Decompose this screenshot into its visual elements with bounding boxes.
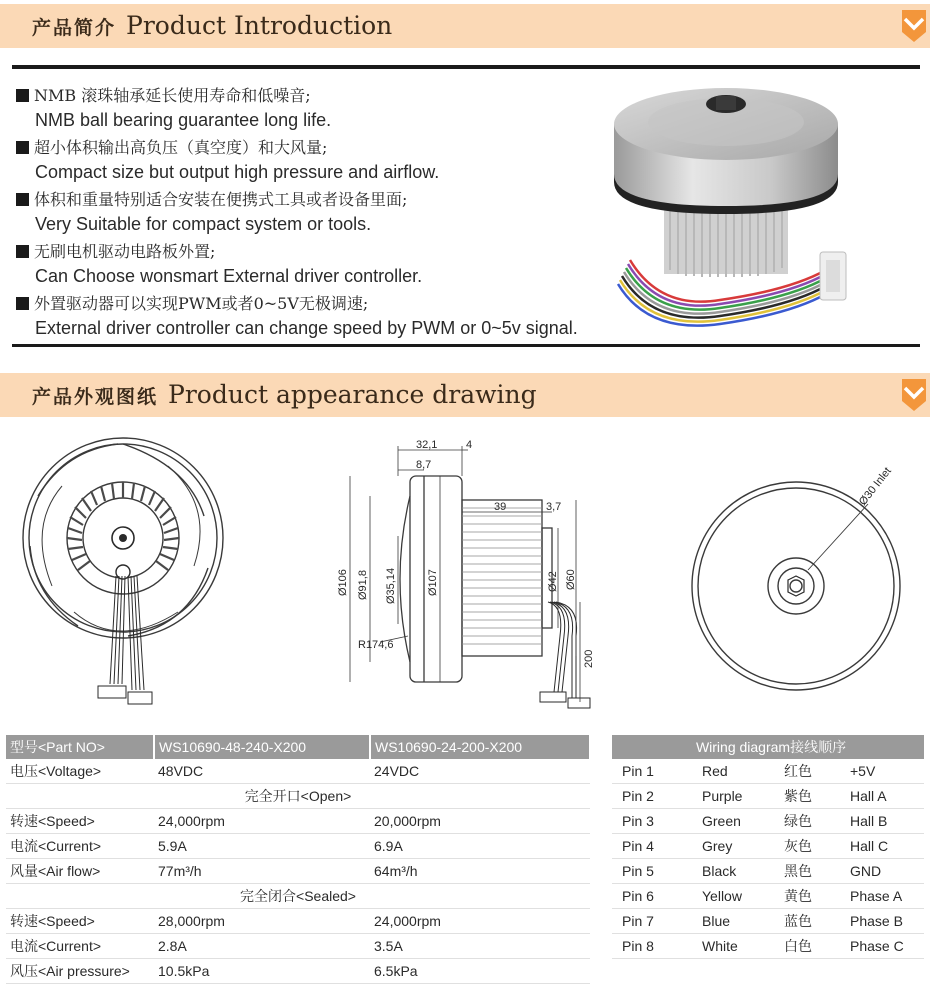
table-cell: 10.5kPa [154, 959, 370, 984]
feature-item [16, 136, 636, 185]
table-cell: 风压<Air pressure> [6, 959, 154, 984]
inlet-label: Ø30 Inlet [856, 465, 894, 508]
signal-cell: Phase A [840, 884, 924, 909]
feature-item [16, 240, 636, 289]
pin-cell: Pin 8 [612, 934, 692, 959]
color-cn-cell: 绿色 [774, 809, 840, 834]
dim-label: Ø35,14 [385, 567, 397, 604]
table-header-cell: Wiring diagram接线顺序 [612, 735, 924, 759]
table-row [612, 834, 924, 859]
dim-label: 32,1 [416, 439, 438, 451]
section-title-cn: 产品简介 [32, 17, 117, 39]
dim-label: Ø106 [337, 569, 349, 596]
color-en-cell: Blue [692, 909, 774, 934]
table-cell: 6.5kPa [370, 959, 590, 984]
table-cell: 20,000rpm [370, 809, 590, 834]
table-cell: 2.8A [154, 934, 370, 959]
table-section-label: 完全闭合<Sealed> [6, 884, 590, 909]
table-row [6, 884, 590, 909]
table-cell: 24VDC [370, 759, 590, 784]
color-cn-cell: 黑色 [774, 859, 840, 884]
feature-en: NMB ball bearing guarantee long life. [35, 110, 332, 130]
section-title [32, 11, 392, 40]
table-header-cell: WS10690-48-240-X200 [154, 735, 370, 759]
feature-cn: 外置驱动器可以实现PWM或者0~5V无极调速; [34, 294, 369, 313]
square-bullet-icon [16, 193, 29, 206]
color-cn-cell: 灰色 [774, 834, 840, 859]
dim-label: 39 [494, 501, 507, 513]
pin-cell: Pin 6 [612, 884, 692, 909]
section-title-cn: 产品外观图纸 [32, 386, 159, 408]
color-en-cell: Red [692, 759, 774, 784]
dim-label: 200 [583, 649, 595, 668]
feature-en: Compact size but output high pressure and airflow. [35, 162, 440, 182]
table-row [612, 759, 924, 784]
table-cell: 24,000rpm [154, 809, 370, 834]
dim-label: 4 [466, 439, 473, 451]
section-title-en: Product Introduction [126, 11, 393, 40]
table-row [612, 909, 924, 934]
section-title-en: Product appearance drawing [168, 380, 537, 409]
color-en-cell: Yellow [692, 884, 774, 909]
color-en-cell: Purple [692, 784, 774, 809]
feature-cn: NMB 滚珠轴承延长使用寿命和低噪音; [34, 86, 311, 105]
color-en-cell: Black [692, 859, 774, 884]
feature-item [16, 188, 636, 237]
pin-cell: Pin 1 [612, 759, 692, 784]
feature-en: Can Choose wonsmart External driver controller. [35, 266, 423, 286]
table-row [6, 934, 590, 959]
feature-list [16, 84, 636, 344]
feature-en: Very Suitable for compact system or tools. [35, 214, 372, 234]
chevron-down-icon [902, 379, 926, 411]
section-header-drawing [0, 373, 930, 417]
color-cn-cell: 白色 [774, 934, 840, 959]
pin-cell: Pin 4 [612, 834, 692, 859]
square-bullet-icon [16, 89, 29, 102]
table-header-cell: WS10690-24-200-X200 [370, 735, 590, 759]
product-photo [600, 70, 900, 350]
table-row [6, 859, 590, 884]
feature-item [16, 84, 636, 133]
spec-table [6, 735, 591, 984]
dim-label: 3,7 [546, 501, 562, 513]
signal-cell: +5V [840, 759, 924, 784]
section-header-introduction [0, 4, 930, 48]
table-cell: 电流<Current> [6, 934, 154, 959]
color-cn-cell: 黄色 [774, 884, 840, 909]
table-row [6, 834, 590, 859]
table-cell: 24,000rpm [370, 909, 590, 934]
feature-en: External driver controller can change speed by PWM or 0~5v signal. [35, 318, 578, 338]
pin-cell: Pin 7 [612, 909, 692, 934]
dim-label: Ø107 [427, 569, 439, 596]
feature-cn: 超小体积输出高负压（真空度）和大风量; [34, 138, 328, 157]
chevron-down-icon [902, 10, 926, 42]
signal-cell: Hall B [840, 809, 924, 834]
table-row [612, 884, 924, 909]
table-cell: 77m³/h [154, 859, 370, 884]
side-view-drawing [320, 436, 610, 718]
color-en-cell: Grey [692, 834, 774, 859]
feature-item [16, 292, 636, 341]
table-row [6, 759, 590, 784]
table-header-cell: 型号<Part NO> [6, 735, 154, 759]
square-bullet-icon [16, 297, 29, 310]
table-section-label: 完全开口<Open> [6, 784, 590, 809]
signal-cell: GND [840, 859, 924, 884]
table-cell: 64m³/h [370, 859, 590, 884]
front-view-drawing [18, 436, 228, 718]
dim-label: Ø42 [547, 571, 559, 592]
table-row [612, 934, 924, 959]
table-row [612, 735, 924, 759]
table-row [6, 909, 590, 934]
table-cell: 48VDC [154, 759, 370, 784]
feature-cn: 无刷电机驱动电路板外置; [34, 242, 216, 261]
table-row [612, 859, 924, 884]
pin-cell: Pin 5 [612, 859, 692, 884]
table-cell: 电压<Voltage> [6, 759, 154, 784]
square-bullet-icon [16, 141, 29, 154]
table-cell: 5.9A [154, 834, 370, 859]
inlet-view-drawing [690, 440, 910, 700]
wiring-table [612, 735, 924, 959]
table-row [6, 784, 590, 809]
feature-cn: 体积和重量特别适合安装在便携式工具或者设备里面; [34, 190, 408, 209]
pin-cell: Pin 2 [612, 784, 692, 809]
table-row [6, 735, 590, 759]
table-cell: 28,000rpm [154, 909, 370, 934]
table-cell: 6.9A [370, 834, 590, 859]
color-en-cell: Green [692, 809, 774, 834]
table-cell: 风量<Air flow> [6, 859, 154, 884]
square-bullet-icon [16, 245, 29, 258]
color-cn-cell: 红色 [774, 759, 840, 784]
table-cell: 转速<Speed> [6, 809, 154, 834]
color-cn-cell: 蓝色 [774, 909, 840, 934]
table-row [612, 809, 924, 834]
table-row [6, 809, 590, 834]
signal-cell: Hall C [840, 834, 924, 859]
signal-cell: Phase B [840, 909, 924, 934]
divider [12, 65, 920, 69]
signal-cell: Phase C [840, 934, 924, 959]
dim-label: 8,7 [416, 459, 432, 471]
divider [12, 344, 920, 347]
section-title [32, 380, 537, 409]
dim-label: Ø91,8 [357, 570, 369, 600]
table-cell: 3.5A [370, 934, 590, 959]
dim-label: Ø60 [565, 569, 577, 590]
dim-label: R174,6 [358, 639, 394, 651]
table-cell: 电流<Current> [6, 834, 154, 859]
pin-cell: Pin 3 [612, 809, 692, 834]
table-row [6, 959, 590, 984]
color-en-cell: White [692, 934, 774, 959]
table-row [612, 784, 924, 809]
signal-cell: Hall A [840, 784, 924, 809]
color-cn-cell: 紫色 [774, 784, 840, 809]
table-cell: 转速<Speed> [6, 909, 154, 934]
